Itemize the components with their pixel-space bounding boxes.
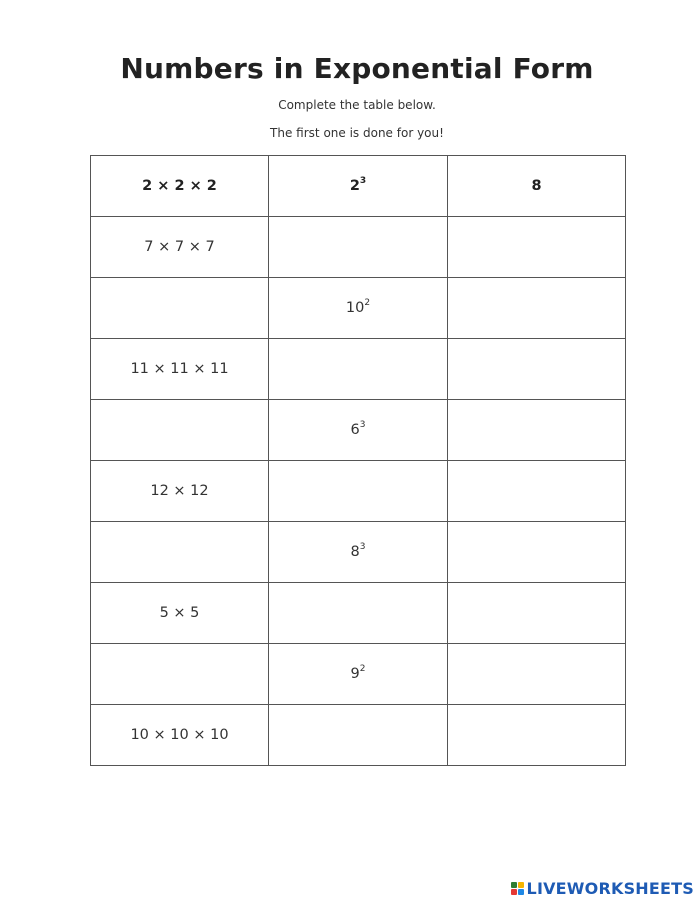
liveworksheets-brand	[511, 879, 694, 898]
value-answer-cell[interactable]	[448, 583, 626, 644]
exponential-form-cell	[269, 400, 448, 461]
table-row	[91, 644, 626, 705]
exponential-form-answer-cell[interactable]	[269, 705, 448, 766]
instruction-line-1: Complete the table below.	[278, 98, 436, 112]
expanded-form-answer-cell[interactable]	[91, 522, 269, 583]
instruction-line-2: The first one is done for you!	[270, 126, 444, 140]
table-row	[91, 156, 626, 217]
exponent-text: 2	[364, 298, 371, 308]
base-text: 8	[350, 544, 360, 560]
table-row	[91, 400, 626, 461]
exponential-form-cell	[269, 522, 448, 583]
base-text: 10	[345, 300, 365, 316]
expanded-form-cell: 12 × 12	[91, 461, 269, 522]
table-row	[91, 461, 626, 522]
expanded-form-answer-cell[interactable]	[91, 400, 269, 461]
table-row	[91, 705, 626, 766]
exponential-form-cell	[269, 278, 448, 339]
value-answer-cell[interactable]	[448, 400, 626, 461]
brand-text: LIVEWORKSHEETS	[526, 879, 694, 898]
exponential-form-answer-cell[interactable]	[269, 583, 448, 644]
value-answer-cell[interactable]	[448, 644, 626, 705]
value-answer-cell[interactable]	[448, 339, 626, 400]
expanded-form-answer-cell[interactable]	[91, 278, 269, 339]
logo-square	[518, 889, 524, 895]
value-answer-cell[interactable]	[448, 278, 626, 339]
exponential-form-cell	[269, 644, 448, 705]
base-text: 2	[349, 178, 360, 194]
logo-square	[511, 889, 517, 895]
expanded-form-cell: 7 × 7 × 7	[91, 217, 269, 278]
table-row	[91, 583, 626, 644]
expanded-form-cell: 5 × 5	[91, 583, 269, 644]
base-text: 9	[350, 666, 360, 682]
worksheet-title: Numbers in Exponential Form	[120, 52, 594, 85]
exponential-form-answer-cell[interactable]	[269, 461, 448, 522]
exponent-text: 3	[359, 176, 367, 186]
value-answer-cell[interactable]	[448, 522, 626, 583]
table-row	[91, 217, 626, 278]
table-row	[91, 339, 626, 400]
table-row	[91, 522, 626, 583]
table-row	[91, 278, 626, 339]
exponential-form-answer-cell[interactable]	[269, 217, 448, 278]
expanded-form-cell: 10 × 10 × 10	[91, 705, 269, 766]
logo-square	[511, 882, 517, 888]
value-answer-cell[interactable]	[448, 461, 626, 522]
logo-square	[518, 882, 524, 888]
expanded-form-cell: 11 × 11 × 11	[91, 339, 269, 400]
exponent-text: 3	[359, 542, 366, 552]
expanded-form-cell: 2 × 2 × 2	[91, 156, 269, 217]
liveworksheets-logo-icon	[511, 882, 524, 895]
exponent-text: 2	[359, 664, 366, 674]
exponent-text: 3	[359, 420, 366, 430]
exponential-form-answer-cell[interactable]	[269, 339, 448, 400]
expanded-form-answer-cell[interactable]	[91, 644, 269, 705]
exponent-table	[90, 155, 626, 766]
exponential-form-cell	[269, 156, 448, 217]
value-cell: 8	[448, 156, 626, 217]
value-answer-cell[interactable]	[448, 705, 626, 766]
value-answer-cell[interactable]	[448, 217, 626, 278]
base-text: 6	[350, 422, 360, 438]
